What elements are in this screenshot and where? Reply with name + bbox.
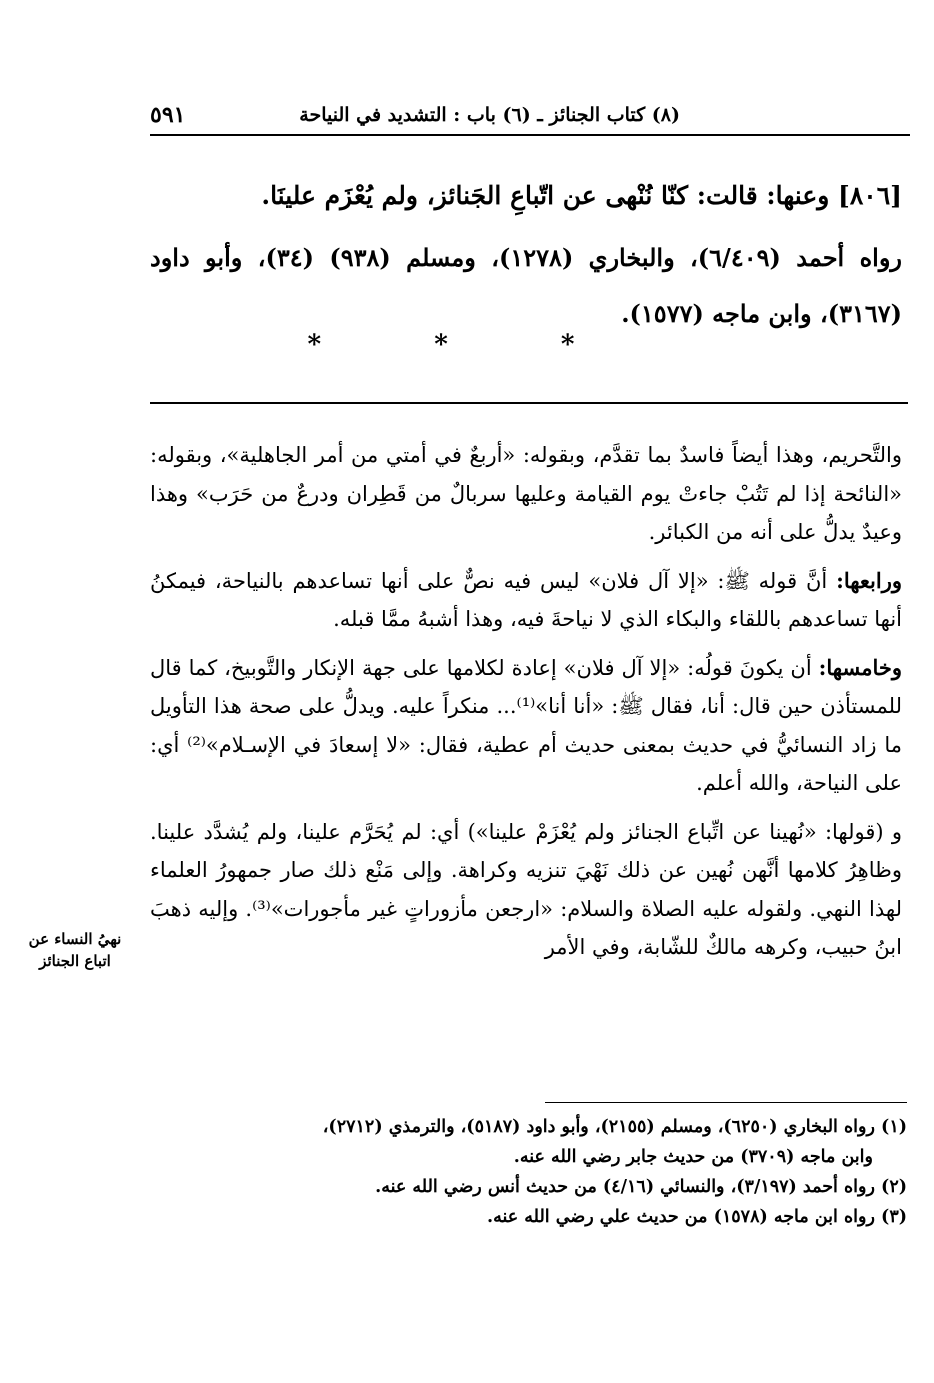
footnote-3: (٣) رواه ابن ماجه (١٥٧٨) من حديث علي رضي الله عنه. [487,1207,907,1227]
footnote-divider [545,1102,907,1103]
section-divider [150,402,908,404]
commentary-paragraph-3 [150,649,902,803]
paragraph-lead: وخامسها: [818,654,902,680]
commentary-paragraph-2 [150,562,902,639]
page-header [150,100,910,136]
running-title: (٨) كتاب الجنائز ـ (٦) باب : التشديد في النياحة [299,104,680,126]
commentary-paragraph-4: و (قولها: «نُهينا عن اتِّباع الجنائز ولم يُعْزَمْ علينا») أي: لم يُحَرَّم علينا، ولم يُشدَّد علينا. وظاهِرُ كلامها أنَّهن نُهين عن ذلك نَهْيَ تنزيه وكراهة. وإلى مَنْع ذلك صار جمهورُ العلماء لهذا النهي. ولقوله عليه الصلاة والسلام: «ارجعن مأزوراتٍ غير مأجورات»⁽³⁾. وإليه ذهبَ ابنُ حبيب، وكرهه مالكٌ للشّابة، وفي الأمر [150,819,902,959]
paragraph-body: أن يكونَ قولُه: «إلا آل فلان» إعادة لكلامها على جهة الإنكار والتَّوبيخ، كما قال للمستأذن حين قال: أنا، فقال ﷺ: «أنا أنا»⁽¹⁾... منكراً عليه. ويدلُّ على صحة هذا التأويل ما زاد النسائيُّ في حديث بمعنى حديث أم عطية، فقال: «لا إسعادَ في الإسـلام»⁽²⁾ أي: على النياحة، والله أعلم. [150,655,902,795]
footnote-2: (٢) رواه أحمد (٣/١٩٧)، والنسائي (٤/١٦) من حديث أنس رضي الله عنه. [375,1177,907,1197]
commentary-paragraph-1: والتَّحريم، وهذا أيضاً فاسدٌ بما تقدَّم، وبقوله: «أربعٌ في أمتي من أمر الجاهلية»، وبقوله: «النائحة إذا لم تَتُبْ جاءتْ يوم القيامة وعليها سربالٌ من قَطِران ودرعٌ من حَرَب» وهذا وعيدٌ يدلُّ على أنه من الكبائر. [150,443,902,544]
footnotes [150,1112,907,1232]
hadith-takhrij: رواه أحمد (٦/٤٠٩)، والبخاري (١٢٧٨)، ومسلم (٩٣٨) (٣٤)، وأبو داود (٣١٦٧)، وابن ماجه (١٥٧٧). [150,243,902,328]
footnote-1: (١) رواه البخاري (٦٢٥٠)، ومسلم (٢١٥٥)، وأبو داود (٥١٨٧)، والترمذي (٢٧١٢)، [322,1117,907,1137]
hadith-block [150,168,902,342]
hadith-text: [٨٠٦] وعنها: قالت: كنّا نُنْهى عن اتّباعِ الجَنائز، ولم يُعْزَم علينَا. [261,181,902,210]
paragraph-lead: ورابعها: [836,567,902,593]
commentary-block [150,436,902,977]
margin-note: نهيُ النساء عن اتباع الجنائز [28,930,122,970]
section-separator-stars: * * * [307,330,627,360]
page-number: ٥٩١ [150,102,186,128]
paragraph-body: أنَّ قوله ﷺ: «إلا آل فلان» ليس فيه نصٌّ على أنها تساعدهم بالنياحة، فيمكنُ أنها تساعدهم باللقاء والبكاء الذي لا نياحةَ فيه، وهذا أشبهُ ممَّا قبله. [150,568,902,631]
footnote-1-continued: وابن ماجه (٣٧٠٩) من حديث جابر رضي الله عنه. [513,1147,873,1167]
